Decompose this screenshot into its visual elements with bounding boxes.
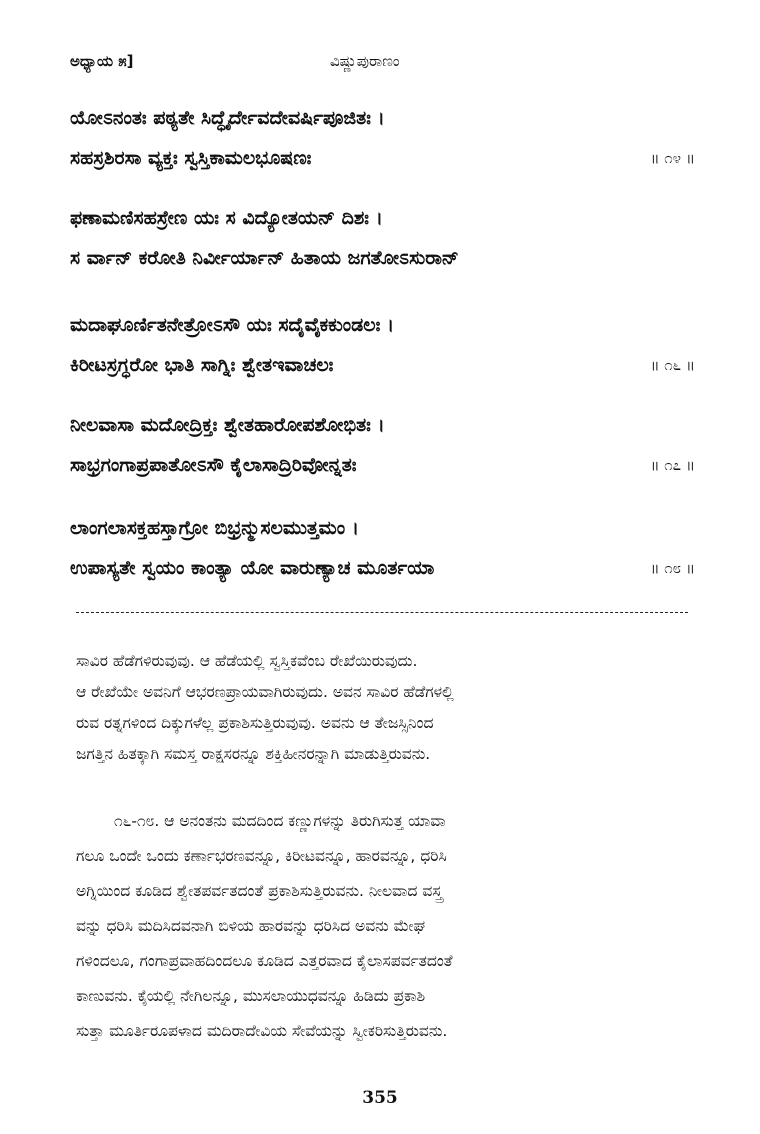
verse-line: ಲಾಂಗಲಾಸಕ್ತಹಸ್ತಾಗ್ರೋ ಬಿಭ್ರನ್ಮುಸಲಮುತ್ತಮಂ । bbox=[70, 517, 359, 539]
verse-line-text: ಸ ರ್ವಾನ್ ಕರೋತಿ ನಿರ್ವೀರ್ಯಾನ್ ಹಿತಾಯ ಜಗತೋಽಸುರಾನ್ bbox=[70, 247, 459, 269]
section-divider bbox=[76, 612, 688, 613]
verse-line-text: ಉಪಾಸ್ಯತೇ ಸ್ವಯಂ ಕಾಂತ್ಯಾ ಯೋ ವಾರುಣ್ಯಾಚ ಮೂರ್ತಯಾ bbox=[70, 557, 435, 579]
verse-line: ಫಣಾಮಣಿಸಹಸ್ರೇಣ ಯಃ ಸ ವಿದ್ಯೋತಯನ್ ದಿಶಃ । bbox=[70, 207, 383, 229]
commentary-line: ೧೬-೧೮. ಆ ಅನಂತನು ಮದದಿಂದ ಕಣ್ಣುಗಳನ್ನು ತಿರುಗಿಸುತ್ತ ಯಾವಾ bbox=[114, 812, 446, 830]
commentary-line: ಜಗತ್ತಿನ ಹಿತಕ್ಕಾಗಿ ಸಮಸ್ತ ರಾಕ್ಷಸರನ್ನೂ ಶಕ್ತಿಹೀನರನ್ನಾಗಿ ಮಾಡುತ್ತಿರುವನು. bbox=[76, 745, 431, 763]
chapter-label: ಅಧ್ಯಾಯ ೫] bbox=[70, 52, 134, 70]
verse-number: ॥ ೧೮ ॥ bbox=[650, 559, 695, 577]
verse-line-text: ಕಿರೀಟಸ್ರಗ್ಧರೋ ಭಾತಿ ಸಾಗ್ನಿಃ ಶ್ವೇತಇವಾಚಲಃ bbox=[70, 354, 334, 376]
verse-line: ನೀಲವಾಸಾ ಮದೋದ್ರಿಕ್ತಃ ಶ್ವೇತಹಾರೋಪಶೋಭಿತಃ । bbox=[70, 414, 385, 436]
commentary-line: ಅಗ್ನಿಯಿಂದ ಕೂಡಿದ ಶ್ವೇತಪರ್ವತದಂತೆ ಪ್ರಕಾಶಿಸುತ್ತಿರುವನು. ನೀಲವಾದ ವಸ್ತ್ರ bbox=[76, 882, 443, 900]
commentary-line: ಕಾಣುವನು. ಕೈಯಲ್ಲಿ ನೇಗಿಲನ್ನೂ, ಮುಸಲಾಯುಧವನ್ನೂ ಹಿಡಿದು ಪ್ರಕಾಶಿ bbox=[76, 987, 426, 1005]
commentary-line: ಆ ರೇಖೆಯೇ ಅವನಿಗೆ ಆಭರಣಪ್ರಾಯವಾಗಿರುವುದು. ಅವನ ಸಾವಿರ ಹೆಡೆಗಳಲ್ಲಿ bbox=[76, 683, 454, 701]
verse-14 bbox=[70, 98, 695, 178]
verse-17 bbox=[70, 405, 695, 485]
verse-line bbox=[70, 548, 695, 588]
commentary-line: ಗಳಿಂದಲೂ, ಗಂಗಾಪ್ರವಾಹದಿಂದಲೂ ಕೂಡಿದ ಎತ್ತರವಾದ ಕೈಲಾಸಪರ್ವತದಂತೆ bbox=[76, 952, 453, 970]
commentary-paragraph-2 bbox=[76, 804, 691, 1049]
verse-18 bbox=[70, 508, 695, 588]
commentary-line: ಸುತ್ತಾ ಮೂರ್ತಿರೂಪಳಾದ ಮದಿರಾದೇವಿಯ ಸೇವೆಯನ್ನು ಸ್ವೀಕರಿಸುತ್ತಿರುವನು. bbox=[76, 1022, 448, 1040]
commentary-paragraph-1 bbox=[76, 646, 691, 770]
running-header bbox=[70, 52, 690, 82]
verse-line-text: ಸಹಸ್ರಶಿರಸಾ ವ್ಯಕ್ತಃ ಸ್ವಸ್ತಿಕಾಮಲಭೂಷಣಃ bbox=[70, 147, 312, 169]
verse-number: ॥ ೧೪ ॥ bbox=[650, 149, 695, 167]
commentary-line: ಗಲೂ ಒಂದೇ ಒಂದು ಕರ್ಣಾಭರಣವನ್ನೂ, ಕಿರೀಟವನ್ನೂ, ಹಾರವನ್ನೂ, ಧರಿಸಿ bbox=[76, 847, 447, 865]
verse-line bbox=[70, 345, 695, 385]
verse-line-text: ಸಾಭ್ರಗಂಗಾಪ್ರಪಾತೋಽಸೌ ಕೈಲಾಸಾದ್ರಿರಿವೋನ್ನತಃ bbox=[70, 454, 357, 476]
commentary-line: ರುವ ರತ್ನಗಳಿಂದ ದಿಕ್ಕುಗಳೆಲ್ಲ ಪ್ರಕಾಶಿಸುತ್ತಿರುವುವು. ಅವನು ಆ ತೇಜಸ್ಸಿನಿಂದ bbox=[76, 714, 434, 732]
verse-number: ॥ ೧೬ ॥ bbox=[650, 356, 695, 374]
verse-line bbox=[70, 445, 695, 485]
verse-line: ಯೋಽನಂತಃ ಪಠ್ಯತೇ ಸಿದ್ಧೈರ್ದೇವದೇವರ್ಷಿಪೂಜಿತಃ । bbox=[70, 107, 385, 129]
commentary-line: ಸಾವಿರ ಹೆಡೆಗಳಿರುವುವು. ಆ ಹೆಡೆಯಲ್ಲಿ ಸ್ವಸ್ತಿಕವೆಂಬ ರೇಖೆಯಿರುವುದು. bbox=[76, 652, 418, 670]
commentary-line: ವನ್ನು ಧರಿಸಿ ಮದಿಸಿದವನಾಗಿ ಬಿಳಿಯ ಹಾರವನ್ನು ಧರಿಸಿದ ಅವನು ಮೇಘ bbox=[76, 917, 426, 935]
verse-15 bbox=[70, 198, 695, 278]
verse-number: ॥ ೧೭ ॥ bbox=[650, 456, 695, 474]
verse-line bbox=[70, 138, 695, 178]
page-number: 355 bbox=[362, 1088, 398, 1108]
verse-16 bbox=[70, 305, 695, 385]
book-title: ವಿಷ್ಣುಪುರಾಣಂ bbox=[330, 52, 400, 70]
verse-line bbox=[70, 238, 695, 278]
verse-line: ಮದಾಘೂರ್ಣಿತನೇತ್ರೋಽಸೌ ಯಃ ಸದೈವೈಕಕುಂಡಲಃ । bbox=[70, 314, 395, 336]
